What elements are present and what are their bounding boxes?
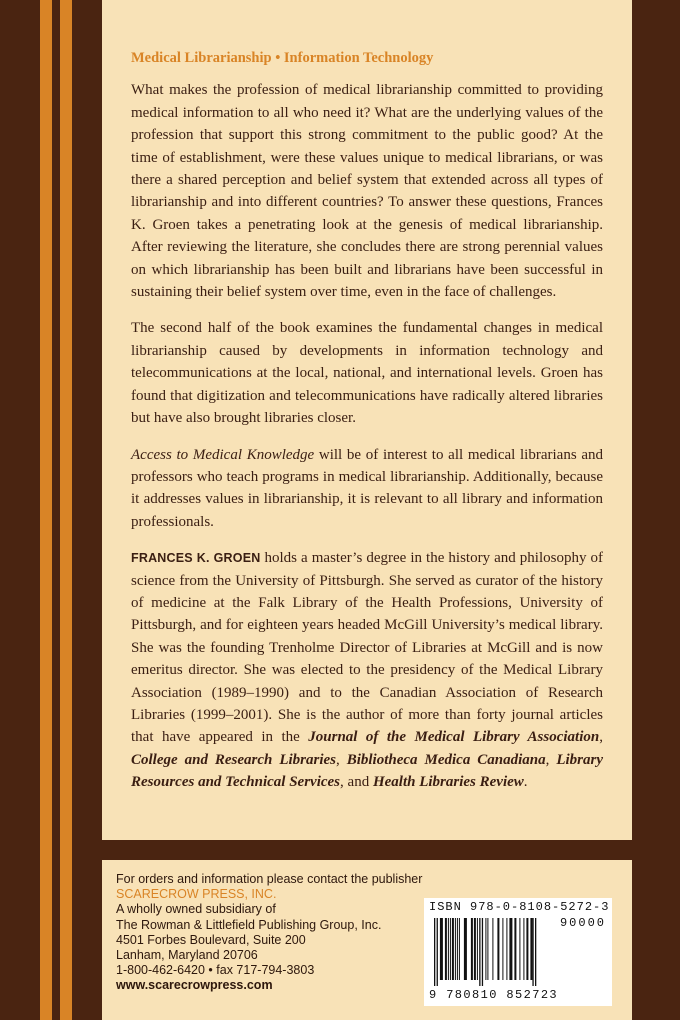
bio-separator-3: , [545,751,557,768]
paragraph-3-text: will be of interest to all medical librarians and professors who teach programs in medical librarianship. Additionally, because it addresses values in librarianship, it is relevant to all library and information professionals. [131,446,604,530]
barcode-bar [448,918,449,980]
barcode-bar [523,918,524,980]
barcode-bar [485,918,486,980]
journal-title-4: Library Resources and Technical Services [131,751,604,791]
publisher-line-2: The Rowman & Littlefield Publishing Group, Inc. [116,917,382,932]
description-paragraph-3 [131,444,603,534]
barcode-bar [530,918,532,980]
bio-separator-2: , [336,751,347,768]
isbn-barcode [424,898,612,1006]
publisher-panel [102,860,632,1020]
barcode-bar [459,918,460,980]
publisher-name: SCARECROW PRESS, INC. [116,887,277,902]
publisher-address-city: Lanham, Maryland 20706 [116,948,258,963]
journal-title-3: Bibliotheca Medica Canadiana [346,751,546,768]
description-paragraph-1: What makes the profession of medical librarianship committed to providing medical information to all who need it? What are the underlying values of the profession that support this strong commitment to the public good? At the time of establishment, were these values unique to medical librarians, or was there a shared perception and belief system that extended across all types of librarianship and into different countries? To answer these questions, Frances K. Groen takes a penetrating look at the genesis of medical librarianship. After reviewing the literature, she concludes there are strong perennial values on which librarianship has been built and librarians have been successful in sustaining their belief system over time, even in the face of challenges. [131,82,603,301]
barcode-guard-bar [479,918,480,986]
barcode-bar [506,918,507,980]
bio-end: . [523,774,528,791]
journal-title-1: Journal of the Medical Library Association [308,729,600,746]
barcode-bar [477,918,478,980]
barcode-bar [519,918,520,980]
barcode-guard-bar [532,918,533,986]
publisher-info [116,872,456,994]
description-content [131,47,603,808]
left-stripe-dark-inner [72,0,102,1020]
barcode-bar [440,918,443,980]
barcode-bar [445,918,447,980]
barcode-guard-bar [437,918,438,986]
category-line: Medical Librarianship • Information Technology [131,50,434,66]
journal-title-2: College and Research Libraries [131,751,337,768]
barcode-guard-bar [482,918,483,986]
barcode-bar [450,918,451,980]
barcode-bar [526,918,528,980]
barcode-bar [487,918,488,980]
ean-digits: 9 780810 852723 [429,988,559,1002]
book-title: Access to Medical Knowledge [131,446,315,463]
description-paragraph-2: The second half of the book examines the fundamental changes in medical librarianship caused by developments in information technology and telecommunications at the local, national, and international levels. Groen has found that digitization and telecommunications have radically altered libraries but have also brought libraries closer. [131,320,603,427]
barcode-bar [509,918,512,980]
description-panel [102,0,632,840]
right-stripe-dark [632,0,680,1020]
left-stripe-dark-outer [0,0,40,1020]
barcode-bar [502,918,503,980]
bio-separator-4: , and [340,774,373,791]
isbn-number: ISBN 978-0-8108-5272-3 [429,900,610,914]
barcode-bar [474,918,476,980]
journal-title-5: Health Libraries Review [372,774,524,791]
left-stripe-orange-inner [60,0,72,1020]
barcode-bar [455,918,456,980]
author-name: FRANCES K. GROEN [131,551,261,566]
left-stripe-dark-middle [52,0,60,1020]
price-code: 90000 [559,916,606,930]
barcode-bar [497,918,499,980]
barcode-bar [457,918,458,980]
bio-text: holds a master’s degree in the history and philosophy of science from the University of Pittsburgh. She served as curator of the history of medicine at the Falk Library of the Health Professions, University of Pittsburgh, and for eighteen years headed McGill University’s medical library. She was the founding Trenholme Director of Libraries at McGill and is now emeritus director. She was elected to the presidency of the Medical Library Association (1989–1990) and to the Canadian Association of Research Libraries (1999–2001). She is the author of more than forty journal articles that have appeared in the [131,550,603,746]
author-bio [131,547,603,793]
barcode-bar [452,918,454,980]
barcode-guard-bar [535,918,536,986]
publisher-address-street: 4501 Forbes Boulevard, Suite 200 [116,932,306,947]
publisher-website: www.scarecrowpress.com [116,978,273,993]
barcode-bar [514,918,516,980]
publisher-intro: For orders and information please contact the publisher [116,872,423,886]
publisher-phone: 1-800-462-6420 • fax 717-794-3803 [116,963,315,978]
publisher-line-1: A wholly owned subsidiary of [116,902,276,917]
bio-separator-1: , [599,729,603,746]
barcode-guard-bar [434,918,435,986]
left-stripe-orange-outer [40,0,52,1020]
barcode-bar [492,918,493,980]
barcode-bar [464,918,467,980]
barcode-bar [471,918,473,980]
